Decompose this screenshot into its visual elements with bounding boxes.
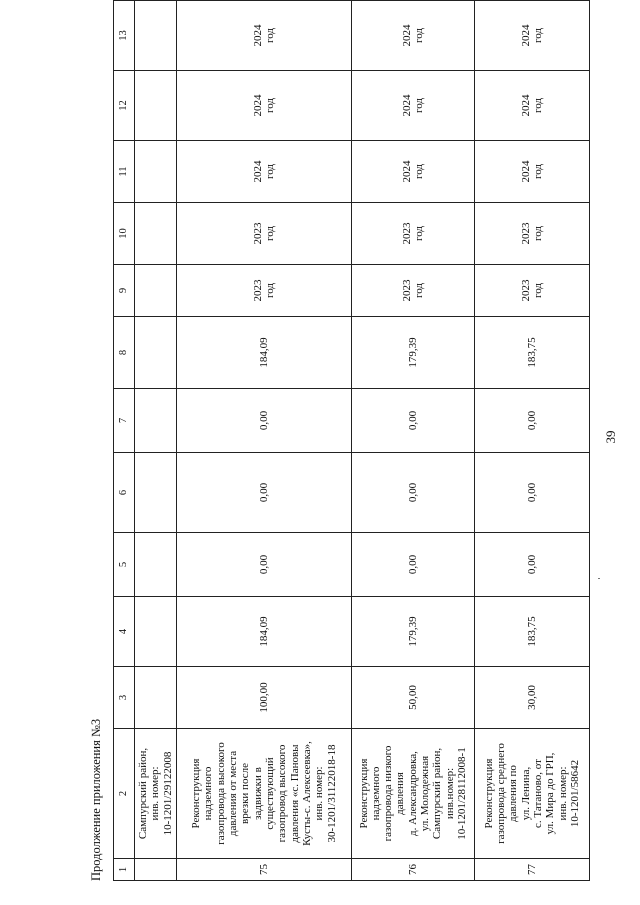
cell-c7: 0,00 xyxy=(474,389,589,453)
page-number: 39 xyxy=(603,430,618,444)
cell-c8: 179,39 xyxy=(351,317,474,389)
cell-c11: 2024 год xyxy=(176,141,351,203)
cell-c4: 179,39 xyxy=(351,597,474,667)
cell-c3: 50,00 xyxy=(351,667,474,729)
cell-c3: 100,00 xyxy=(176,667,351,729)
cell-c4: 183,75 xyxy=(474,597,589,667)
cell-c8: 183,75 xyxy=(474,317,589,389)
cell-c12: 2024 год xyxy=(351,71,474,141)
cell-c4: 184,09 xyxy=(176,597,351,667)
cell-c12: 2024 год xyxy=(474,71,589,141)
cell-c12: 2024 год xyxy=(176,71,351,141)
cell-c11: 2024 год xyxy=(351,141,474,203)
cell-c8: 184,09 xyxy=(176,317,351,389)
cell-c13: 2024 год xyxy=(176,1,351,71)
table-row xyxy=(474,1,589,881)
rotated-content xyxy=(85,13,581,893)
object-name: Реконструкция надземного газопровода высокого давления от места врезки после задвижки в существующий газопровод высокого давления «с. Пановы Кусты-с. Алексеевка», инв. номер: 30-1201/31122018-18 xyxy=(176,729,351,859)
col-header: 8 xyxy=(114,317,135,389)
col-header: 2 xyxy=(114,729,135,859)
cell-c5: 0,00 xyxy=(351,533,474,597)
cell-c10: 2023 год xyxy=(176,203,351,265)
col-header: 11 xyxy=(114,141,135,203)
col-header: 10 xyxy=(114,203,135,265)
cell-c9: 2023 год xyxy=(176,265,351,317)
cell-c13: 2024 год xyxy=(474,1,589,71)
cell-c10: 2023 год xyxy=(474,203,589,265)
cell-c6: 0,00 xyxy=(176,453,351,533)
scan-speck xyxy=(598,578,600,579)
table-row xyxy=(351,1,474,881)
row-number: 76 xyxy=(351,859,474,881)
col-header: 3 xyxy=(114,667,135,729)
col-header: 13 xyxy=(114,1,135,71)
row-number: 75 xyxy=(176,859,351,881)
cell-c9: 2023 год xyxy=(474,265,589,317)
cell-c5: 0,00 xyxy=(176,533,351,597)
cell-c3: 30,00 xyxy=(474,667,589,729)
col-header: 1 xyxy=(114,859,135,881)
cell-c10: 2023 год xyxy=(351,203,474,265)
header-row xyxy=(114,1,135,881)
data-table xyxy=(113,0,590,881)
table-row xyxy=(176,1,351,881)
object-name: Реконструкция надземного газопровода низкого давления д. Александровка, ул. Молодежная Сампурский район, инв.номер: 10-1201/28112008-1 xyxy=(351,729,474,859)
col-header: 12 xyxy=(114,71,135,141)
col-header: 9 xyxy=(114,265,135,317)
col-header: 7 xyxy=(114,389,135,453)
cell-c7: 0,00 xyxy=(176,389,351,453)
col-header: 6 xyxy=(114,453,135,533)
cell-c13: 2024 год xyxy=(351,1,474,71)
object-name: Реконструкция газопровода среднего давления по ул. Ленина, с. Татаново, от ул. Мира до ГРП, инв. номер: 10-1201/58642 xyxy=(474,729,589,859)
col-header: 5 xyxy=(114,533,135,597)
cell-c7: 0,00 xyxy=(351,389,474,453)
cell-c6: 0,00 xyxy=(351,453,474,533)
col-header: 4 xyxy=(114,597,135,667)
row-number: 77 xyxy=(474,859,589,881)
cell-c11: 2024 год xyxy=(474,141,589,203)
cell-c5: 0,00 xyxy=(474,533,589,597)
caption: Продолжение приложения №3 xyxy=(89,718,103,881)
continued-name: Сампурский район, инв. номер: 10-1201/29122008 xyxy=(135,729,177,859)
cell-c9: 2023 год xyxy=(351,265,474,317)
continued-row xyxy=(135,1,177,881)
cell-c6: 0,00 xyxy=(474,453,589,533)
